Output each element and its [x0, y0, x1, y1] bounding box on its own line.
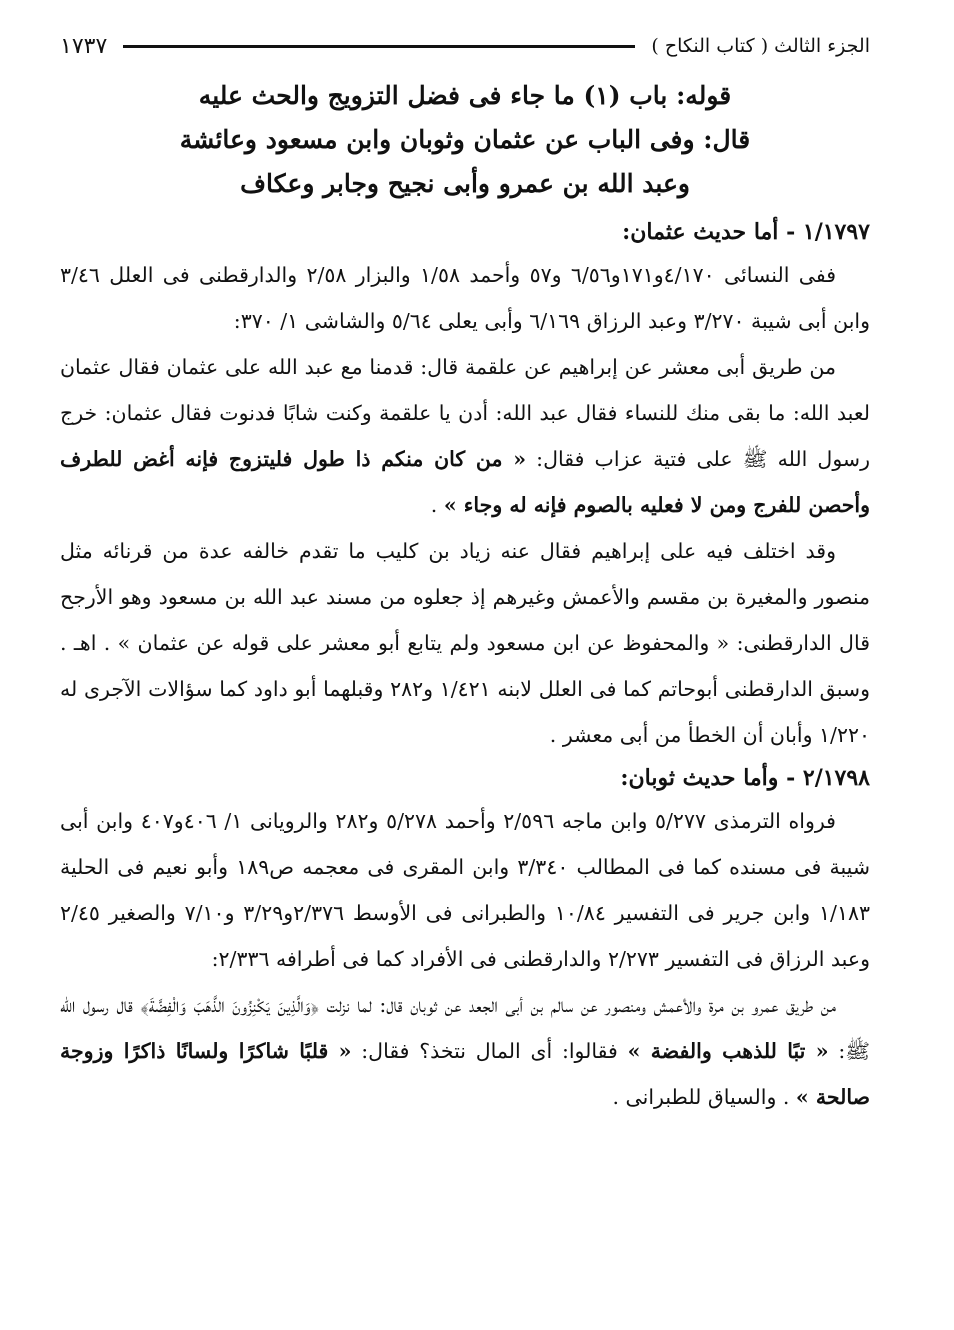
section-1-hadith-text: « من كان منكم ذا طول فليتزوج فإنه أغض للطرف وأحصن للفرج ومن لا فعليه بالصوم فإنه له وجاء »	[60, 447, 870, 517]
running-header	[60, 28, 870, 64]
section-2-narration-text-2: فقالوا: أى المال نتخذ؟ فقال:	[361, 1039, 618, 1063]
page-number: ١٧٣٧	[60, 33, 108, 59]
section-1-heading: ١/١٧٩٧ - أما حديث عثمان:	[622, 219, 870, 245]
section-1-narration	[60, 344, 870, 528]
header-title: الجزء الثالث ( كتاب النكاح )	[651, 35, 870, 57]
section-2-hadith-text-1: « تبًا للذهب والفضة »	[627, 1039, 829, 1063]
section-2-heading: ٢/١٧٩٨ - وأما حديث ثوبان:	[620, 765, 870, 791]
chapter-heading: قوله: باب (١) ما جاء فى فضل التزويج والحث عليه	[198, 81, 732, 110]
chapter-said-line-2: وعبد الله بن عمرو وأبى نجيح وجابر وعكاف	[240, 169, 690, 198]
section-2-narration-text-1: من طريق عمرو بن مرة والأعمش ومنصور عن سالم بن أبى الجعد عن ثوبان قال: لما نزلت ﴿وَالَّذِينَ يَكْنِزُونَ الذَّهَبَ وَالْفِضَّةَ﴾ قال رسول الله ﷺ:	[60, 993, 870, 1063]
section-2-references: فرواه الترمذى ٥/٢٧٧ وابن ماجه ٢/٥٩٦ وأحمد ٥/٢٧٨ و٢٨٢ والرويانى ١/ ٤٠٦و٤٠٧ وابن أبى شيبة فى مسنده كما فى المطالب ٣/٣٤٠ وابن المقرى فى معجمه ص١٨٩ وأبو نعيم فى الحلية ١/١٨٣ وابن جرير فى التفسير ١٠/٨٤ والطبرانى فى الأوسط ٢/٣٧٦و٣/٢٩ و٧/١٠ والصغير ٢/٤٥ وعبد الرزاق فى التفسير ٢/٢٧٣ والدارقطنى فى الأفراد كما فى أطرافه ٢/٣٣٦:	[60, 809, 870, 971]
section-1-narration-text: من طريق أبى معشر عن إبراهيم عن علقمة قال: قدمنا مع عبد الله على عثمان فقال عثمان لعبد الله: ما بقى منك للنساء فقال عبد الله: أدن يا علقمة وكنت شابًا فدنوت فقال عثمان: خرج رسول الله ﷺ على فتية عزاب فقال:	[60, 355, 870, 471]
section-2-hadith-text-2: « قلبًا شاكرًا ولسانًا ذاكرًا وزوجة صالحة »	[60, 1039, 870, 1109]
section-2-narration	[60, 982, 870, 1120]
section-2-narration-end: . والسياق للطبرانى .	[612, 1085, 790, 1109]
header-rule	[123, 45, 635, 48]
section-1-references: ففى النسائى ٤/١٧٠و١٧١و٦/٥٦ و٥٧ وأحمد ١/٥٨ والبزار ٢/٥٨ والدارقطنى فى العلل ٣/٤٦ وابن أبى شيبة ٣/٢٧٠ وعبد الرزاق ٦/١٦٩ وأبى يعلى ٥/٦٤ والشاشى ١/ ٣٧٠:	[60, 263, 870, 333]
document-page	[60, 28, 870, 1308]
section-1-narration-end: .	[430, 493, 438, 517]
chapter-said-line-1: قال: وفى الباب عن عثمان وثوبان وابن مسعود وعائشة	[179, 125, 751, 154]
section-1-discussion: وقد اختلف فيه على إبراهيم فقال عنه زياد بن كليب ما تقدم خالفه عدة من قرنائه مثل منصور والمغيرة بن مقسم والأعمش وغيرهم إذ جعلوه من مسند عبد الله بن مسعود وهو الأرجح قال الدارقطنى: « والمحفوظ عن ابن مسعود ولم يتابع أبو معشر على قوله عن عثمان » . اهـ . وسبق الدارقطنى أبوحاتم كما فى العلل لابنه ١/٤٢١ و٢٨٢ وقبلهما أبو داود كما سؤالات الآجرى له ١/٢٢٠ وأبان أن الخطأ من أبى معشر .	[60, 539, 870, 747]
